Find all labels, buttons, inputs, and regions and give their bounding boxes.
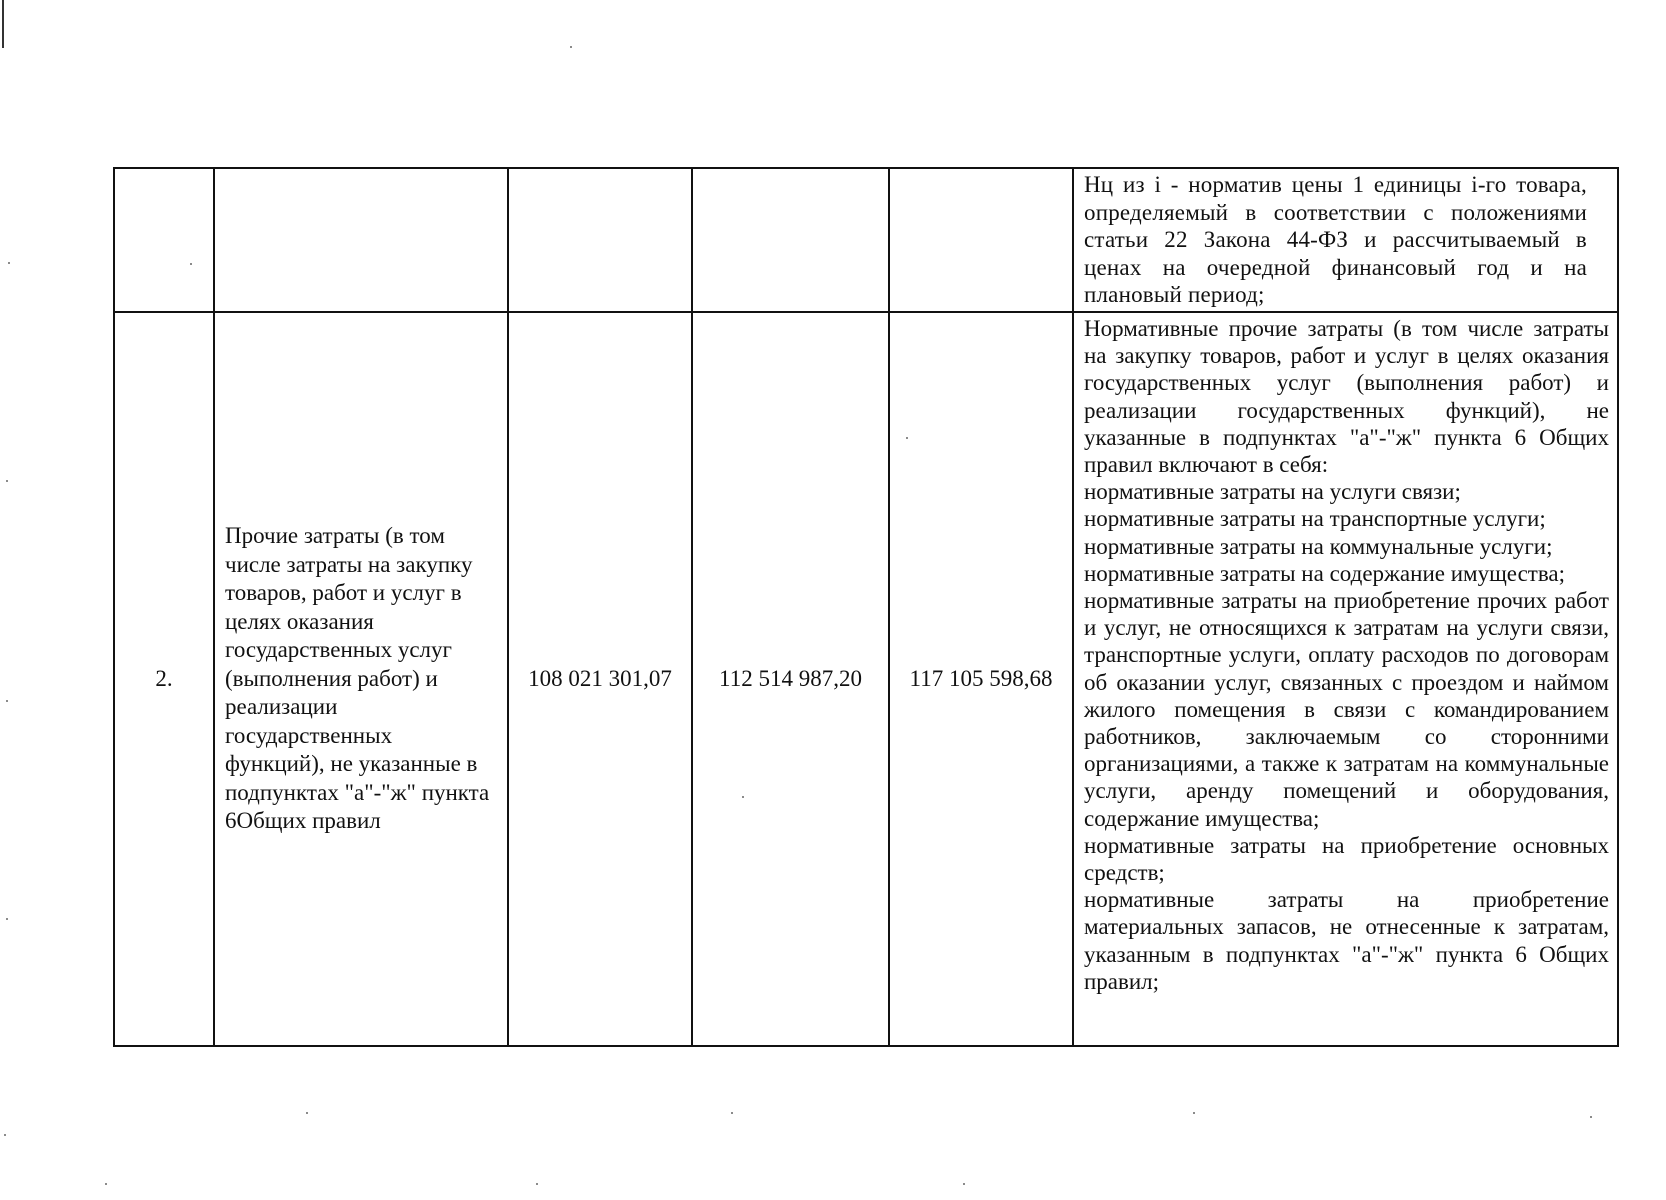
description-paragraph: нормативные затраты на приобретение основных средств; (1084, 832, 1609, 886)
description-paragraph: Нормативные прочие затраты (в том числе затраты на закупку товаров, работ и услуг в целях оказания государственных услуг (выполнения работ) и реализации государственных функций), не указанные в подпунктах "а"-"ж" пункта 6 Общих правил включают в себя: (1084, 316, 1609, 478)
amount-year-2: 112 514 987,20 (692, 312, 889, 1046)
description-cell (1073, 312, 1618, 1046)
table-row (114, 312, 1618, 1046)
number-cell (114, 168, 214, 312)
description-cell (1073, 168, 1618, 312)
amount-year-3: 117 105 598,68 (889, 312, 1073, 1046)
amount-cell (508, 168, 692, 312)
description-paragraph: нормативные затраты на транспортные услуги; (1084, 506, 1546, 532)
description-paragraph: нормативные затраты на коммунальные услуги; (1084, 533, 1553, 559)
scan-speck (6, 700, 8, 702)
description-text: Нц из i - норматив цены 1 единицы i-го товара, определяемый в соответствии с положениями статьи 22 Закона 44-ФЗ и рассчитываемый в ценах на очередной финансовый год и на плановый период; (1084, 172, 1587, 308)
description-paragraph: нормативные затраты на содержание имущества; (1084, 560, 1565, 586)
name-cell (214, 312, 508, 1046)
scan-speck (4, 1134, 6, 1136)
scan-speck (536, 1183, 538, 1185)
amount-cell (889, 168, 1073, 312)
description-list (1084, 315, 1609, 995)
expenses-table (113, 167, 1619, 1047)
description-paragraph: нормативные затраты на приобретение прочих работ и услуг, не относящихся к затратам на услуги связи, транспортные услуги, оплату расходов по договорам об оказании услуг, связанных с проездом и наймом жилого помещения в связи с командированием работников, заключаемым со сторонними организациями, а также к затратам на коммунальные услуги, аренду помещений и оборудования, содержание имущества; (1084, 588, 1609, 831)
scan-speck (1590, 1116, 1592, 1118)
name-cell (214, 168, 508, 312)
row-number: 2. (114, 312, 214, 1046)
scan-speck (306, 1112, 308, 1114)
scan-speck (963, 1183, 965, 1185)
scan-speck (6, 918, 8, 920)
description-paragraph: нормативные затраты на услуги связи; (1084, 479, 1461, 505)
scan-speck (731, 1112, 733, 1114)
description-paragraph: нормативные затраты на приобретение материальных запасов, не отнесенные к затратам, указанным в подпунктах "а"-"ж" пункта 6 Общих правил; (1084, 887, 1609, 994)
scan-speck (1193, 1112, 1195, 1114)
scan-speck (105, 1183, 107, 1185)
amount-cell (692, 168, 889, 312)
expense-name: Прочие затраты (в том числе затраты на закупку товаров, работ и услуг в целях оказания государственных услуг (выполнения работ) и реализации государственных функций), не указанные в подпунктах "а"-"ж" пункта 6Общих правил (225, 523, 490, 834)
scan-speck (570, 46, 572, 48)
scan-speck (8, 262, 10, 264)
table-row (114, 168, 1618, 312)
scan-speck (6, 480, 8, 482)
scan-edge-mark (2, 0, 4, 48)
amount-year-1: 108 021 301,07 (508, 312, 692, 1046)
